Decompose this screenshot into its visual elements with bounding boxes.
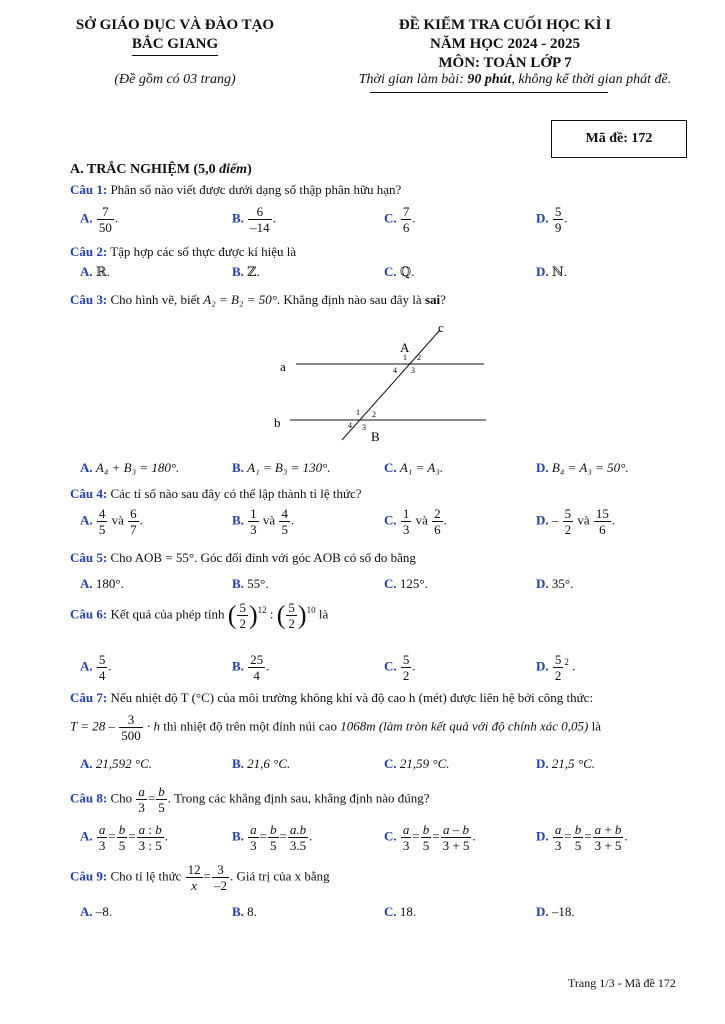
question-9: Câu 9: Cho tỉ lệ thức $\frac{12}{x}$ = $\frac{3}{-2}$ . Giá trị của x bằng — [70, 862, 330, 893]
svg-text:2: 2 — [372, 410, 376, 419]
label-point-b: B — [371, 429, 380, 444]
parallel-lines-figure — [270, 318, 500, 448]
option-a[interactable]: A. $\frac{4}{5}$ và $\frac{6}{7}$ . — [80, 506, 143, 537]
question-6: Câu 6: Kết quả của phép tính ( $\frac{5}{2}$ )$^{12}$ : ( $\frac{5}{2}$ )$^{10}$ là — [70, 600, 329, 631]
label-c: c — [438, 320, 444, 335]
question-label: Câu 7: — [70, 690, 108, 705]
fraction: $\frac{7}{50}$ — [98, 204, 112, 235]
question-3: Câu 3: Cho hình vẽ, biết A₂ = B₂ = 50°. Khẳng định nào sau đây là sai? — [70, 292, 446, 307]
option-b[interactable]: B. 55°. — [232, 576, 269, 591]
given-angles: A₂ = B₂ = 50° — [203, 292, 277, 307]
question-text: Phân số nào viết được dưới dạng số thập phân hữu hạn? — [110, 182, 402, 197]
svg-text:1: 1 — [356, 408, 360, 417]
option-b[interactable]: B. $\frac{a}{3}$ = $\frac{b}{5}$ = $\frac{a.b}{3.5}$ . — [232, 822, 313, 853]
question-label: Câu 8: — [70, 790, 108, 806]
department-header — [60, 16, 290, 56]
option-d[interactable]: D. $\frac{5}{2}$ $^2$ . — [536, 652, 576, 683]
option-d[interactable]: D. 35°. — [536, 576, 574, 591]
svg-text:2: 2 — [417, 353, 421, 362]
transversal-c — [342, 330, 440, 440]
question-label: Câu 4: — [70, 486, 108, 501]
option-a[interactable]: A. $\frac{5}{4}$ . — [80, 652, 112, 683]
label-b: b — [274, 415, 281, 430]
option-b[interactable]: B. A₁ = B₃ = 130°. — [232, 460, 331, 475]
question-label: Câu 9: — [70, 868, 108, 884]
option-c[interactable]: C. $\frac{a}{3}$ = $\frac{b}{5}$ = $\frac{a - b}{3 + 5}$ . — [384, 822, 476, 853]
page-footer: Trang 1/3 - Mã đề 172 — [568, 976, 676, 990]
divider — [370, 92, 608, 93]
option-d[interactable]: D. $\frac{a}{3}$ = $\frac{b}{5}$ = $\frac{a + b}{3 + 5}$ . — [536, 822, 628, 853]
option-b[interactable]: B. $\frac{1}{3}$ và $\frac{4}{5}$ . — [232, 506, 295, 537]
pages-note: (Đề gồm có 03 trang) — [114, 72, 236, 87]
fraction: $\frac{5}{9}$ — [554, 204, 562, 235]
option-c[interactable]: C. $\frac{5}{2}$ . — [384, 652, 416, 683]
question-text: Các tỉ số nào sau đây có thể lập thành tỉ lệ thức? — [110, 486, 362, 501]
option-c[interactable]: C. 125°. — [384, 576, 428, 591]
subject: MÔN: TOÁN LỚP 7 — [438, 55, 572, 71]
exam-header — [305, 16, 705, 73]
label-a: a — [280, 359, 286, 374]
option-b[interactable]: B. ℤ. — [232, 264, 260, 279]
option-d[interactable]: D. ℕ. — [536, 264, 568, 279]
time-note: Thời gian làm bài: 90 phút, không kể thời gian phát đề. — [358, 72, 672, 87]
province-name: BẮC GIANG — [132, 35, 218, 56]
option-c[interactable]: C. ℚ. — [384, 264, 415, 279]
option-c[interactable]: C. 18. — [384, 904, 417, 919]
svg-text:1: 1 — [403, 353, 407, 362]
fraction: $\frac{6}{-14}$ — [250, 204, 270, 235]
question-label: Câu 3: — [70, 292, 108, 307]
svg-text:3: 3 — [362, 423, 366, 432]
option-d[interactable]: D. 21,5 °C. — [536, 756, 596, 771]
svg-text:4: 4 — [393, 366, 397, 375]
option-d[interactable]: D. $\frac{5}{9}$ . — [536, 204, 568, 235]
option-c[interactable]: C. $\frac{1}{3}$ và $\frac{2}{6}$ . — [384, 506, 447, 537]
svg-text:4: 4 — [348, 421, 352, 430]
question-text: Cho AOB = 55°. Góc đối đỉnh với góc AOB có số đo bằng — [110, 550, 416, 565]
option-a[interactable]: A. –8. — [80, 904, 113, 919]
option-a[interactable]: A. $\frac{7}{50}$ . — [80, 204, 119, 235]
school-year: NĂM HỌC 2024 - 2025 — [430, 36, 580, 52]
section-title: A. TRẮC NGHIỆM (5,0 điểm) — [70, 162, 252, 177]
question-7: Câu 7: Nếu nhiệt độ T (°C) của môi trường không khí và độ cao h (mét) được liên hệ bởi công thức: — [70, 690, 594, 705]
option-b[interactable]: B. 8. — [232, 904, 257, 919]
question-text: Tập hợp các số thực được kí hiệu là — [110, 244, 297, 259]
question-1 — [70, 182, 401, 198]
department-name: SỞ GIÁO DỤC VÀ ĐÀO TẠO — [75, 17, 275, 33]
question-label: Câu 5: — [70, 550, 108, 565]
option-a[interactable]: A. 180°. — [80, 576, 124, 591]
question-4 — [70, 486, 362, 502]
time-value: 90 phút — [467, 72, 512, 87]
question-8: Câu 8: Cho $\frac{a}{3}$ = $\frac{b}{5}$ . Trong các khẳng định sau, khẳng định nào đúng? — [70, 784, 430, 815]
option-b[interactable]: B. $\frac{25}{4}$ . — [232, 652, 270, 683]
option-a[interactable]: A. A₄ + B₃ = 180°. — [80, 460, 180, 475]
option-c[interactable]: C. A₁ = A₃. — [384, 460, 444, 475]
option-c[interactable]: C. 21,59 °C. — [384, 756, 450, 771]
question-7-formula: T = 28 – $\frac{3}{500}$ · h thì nhiệt độ trên một đỉnh núi cao 1068m (làm tròn kết quả với độ chính xác 0,05) là — [70, 712, 601, 743]
question-5 — [70, 550, 416, 566]
option-c[interactable]: C. $\frac{7}{6}$ . — [384, 204, 416, 235]
option-b[interactable]: B. $\frac{6}{-14}$ . — [232, 204, 276, 235]
option-a[interactable]: A. 21,592 °C. — [80, 756, 153, 771]
option-a[interactable]: A. $\frac{a}{3}$ = $\frac{b}{5}$ = $\frac{a : b}{3 : 5}$ . — [80, 822, 168, 853]
option-a[interactable]: A. ℝ. — [80, 264, 110, 279]
question-label: Câu 2: — [70, 244, 108, 259]
option-d[interactable]: D. B₄ = A₃ = 50°. — [536, 460, 629, 475]
question-label: Câu 1: — [70, 182, 108, 197]
label-point-a: A — [400, 340, 410, 355]
option-d[interactable]: D. – $\frac{5}{2}$ và $\frac{15}{6}$ . — [536, 506, 616, 537]
fraction: $\frac{7}{6}$ — [402, 204, 410, 235]
option-d[interactable]: D. –18. — [536, 904, 575, 919]
exam-code-box: Mã đề: 172 — [551, 120, 687, 158]
exam-title: ĐỀ KIỂM TRA CUỐI HỌC KÌ I — [398, 17, 612, 33]
question-2 — [70, 244, 296, 260]
question-label: Câu 6: — [70, 606, 108, 622]
option-b[interactable]: B. 21,6 °C. — [232, 756, 291, 771]
svg-text:3: 3 — [411, 366, 415, 375]
